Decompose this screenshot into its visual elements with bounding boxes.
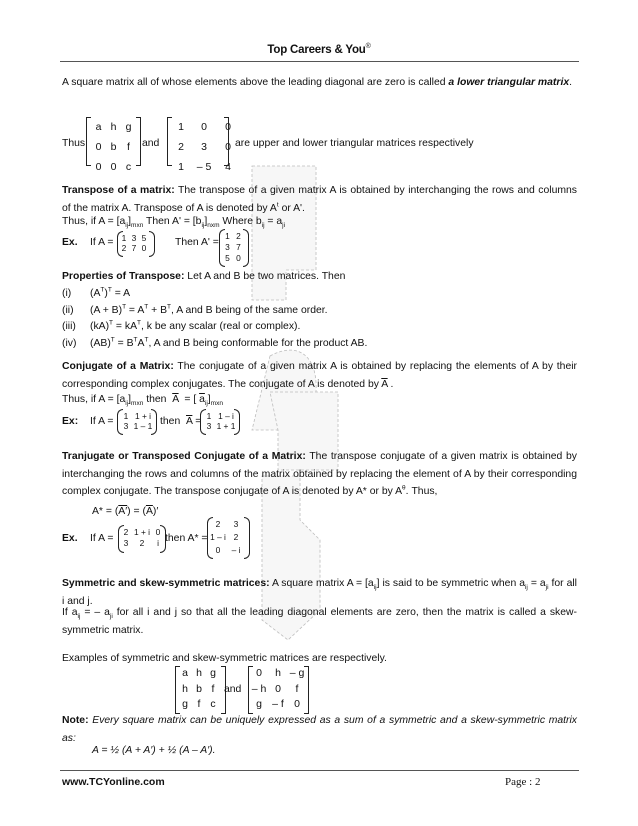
property-text-3: $(kA)^T = kA^T$, k be any scalar (real or complex). [90,319,301,332]
matrix2-right-bracket [224,117,229,166]
properties-heading: Properties of Transpose: Let A and B be two matrices. Then [62,271,346,282]
tranjugate-paragraph: Tranjugate or Transposed Conjugate of a Matrix: The transpose conjugate of a given matrix is obtained by interchanging the rows and columns of the matrix obtained by replacing the element of A by their corresponding complex conjugate. The transpose conjugate of A is denoted by A* or by $A^\theta$. Thus, [62,451,577,497]
property-text-4: $(AB)^T = B^TA^T$, A and B being conformable for the product AB. [90,336,368,349]
matrix-a-2x3: 1 3 5 2 7 0 [121,233,147,253]
lower-triangular-paragraph: A square matrix all of whose elements above the leading diagonal are zero is called a lower triangular matrix. [62,77,572,88]
transpose-paragraph: Transpose of a matrix: The transpose of a given matrix A is obtained by interchanging the rows and columns of the matrix A. Transpose of A is denoted by $A^t$ or A'. [62,185,577,214]
property-item-2: (ii) [62,305,74,316]
property-item-4: (iv) [62,338,77,349]
transpose-definition: Thus, if $A = [a_{ij}]_{mxn}$ Then $A' = [b_{ij}]_{nxm}$ Where $b_{ij} = a_{ji}$ [62,216,286,230]
triangular-caption: are upper and lower triangular matrices respectively [235,138,474,149]
matrix-a-transpose: 1 2 3 7 5 0 [225,231,241,263]
property-text-1: $(A^T)^T = A$ [90,286,131,299]
footer-rule [60,770,579,771]
transpose-ex-label: Ex. [62,237,78,248]
paren-right [149,231,155,257]
paren-right [151,409,157,435]
tranjugate-formula: $A* = (A') = (\overline{A})'$ [92,506,159,517]
matrix-lower-triangular: 1 0 0 2 3 0 1 – 5 4 [178,121,231,173]
page-number: Page : 2 [505,776,541,788]
note-paragraph: Note: Every square matrix can be uniquely expressed as a sum of a symmetric and a skew-symmetric matrix as: [62,715,577,744]
transpose-if-a: If A = [90,237,114,248]
matrix-symmetric: a h g h b f g f c [182,667,216,710]
conjugate-ex-label: Ex: [62,416,79,427]
tranjugate-then: then A* = [165,533,208,544]
transpose-then: Then A' = [175,237,219,248]
property-item-1: (i) [62,288,72,299]
and-label: and [142,138,160,149]
matrix-right-bracket [304,666,309,714]
matrix-a-star: 2 3 1 – i 2 0 – i [210,519,241,555]
conjugate-definition: Thus, if $A = [a_{ij}]_{mxn}$ then $\overline{A}$ = [ $\overline{a}_{ij}]_{mxn}$ [62,394,223,408]
header-rule [60,61,579,62]
examples-text: Examples of symmetric and skew-symmetric matrices are respectively. [62,653,387,664]
header-title: Top Careers & You® [267,43,371,56]
footer-site-link[interactable]: www.TCYonline.com [62,776,165,788]
thus-label: Thus [62,138,86,149]
property-item-3: (iii) [62,321,76,332]
tranjugate-if-a: If A = [90,533,114,544]
and-label-2: and [224,684,242,695]
conjugate-then: then $\overline{A}$ = [160,416,202,427]
tranjugate-ex-label: Ex. [62,533,78,544]
conjugate-paragraph: Conjugate of a Matrix: The conjugate of a given matrix A is obtained by replacing the elements of A by their corresponding complex conjugates. The conjugate of A is denoted by $\overline{A}$ . [62,361,578,390]
matrix-a-conjugate: 1 1 – i 3 1 + 1 [206,411,236,431]
skew-paragraph: If $a_{ij}$ = – $a_{ji}$ for all i and j so that all the leading diagonal elements are zero, then the matrix is called a skew-symmetric matrix. [62,607,577,636]
paren-right [234,409,240,435]
matrix-skew-symmetric: 0 h – g – h 0 f g – f 0 [251,667,305,710]
matrix-a-complex: 1 1 + i 3 1 – 1 [123,411,153,431]
matrix-upper-triangular: a h g 0 b f 0 0 c [95,121,132,173]
conjugate-if-a: If A = [90,416,114,427]
property-text-2: $(A + B)^T = A^T + B^T$, A and B being of the same order. [90,303,328,316]
symmetric-paragraph: Symmetric and skew-symmetric matrices: A square matrix $A = [a_{ij}]$ is said to be symmetric when $a_{ij} = a_{ji}$ for all i and j. [62,578,577,607]
matrix1-right-bracket [136,117,141,166]
note-formula: A = ½ (A + A′) + ½ (A – A′). [92,745,216,756]
matrix-a-2x3-complex: 2 1 + i 0 3 2 i [123,527,161,548]
paren-right [243,229,249,267]
paren-right [244,517,250,559]
